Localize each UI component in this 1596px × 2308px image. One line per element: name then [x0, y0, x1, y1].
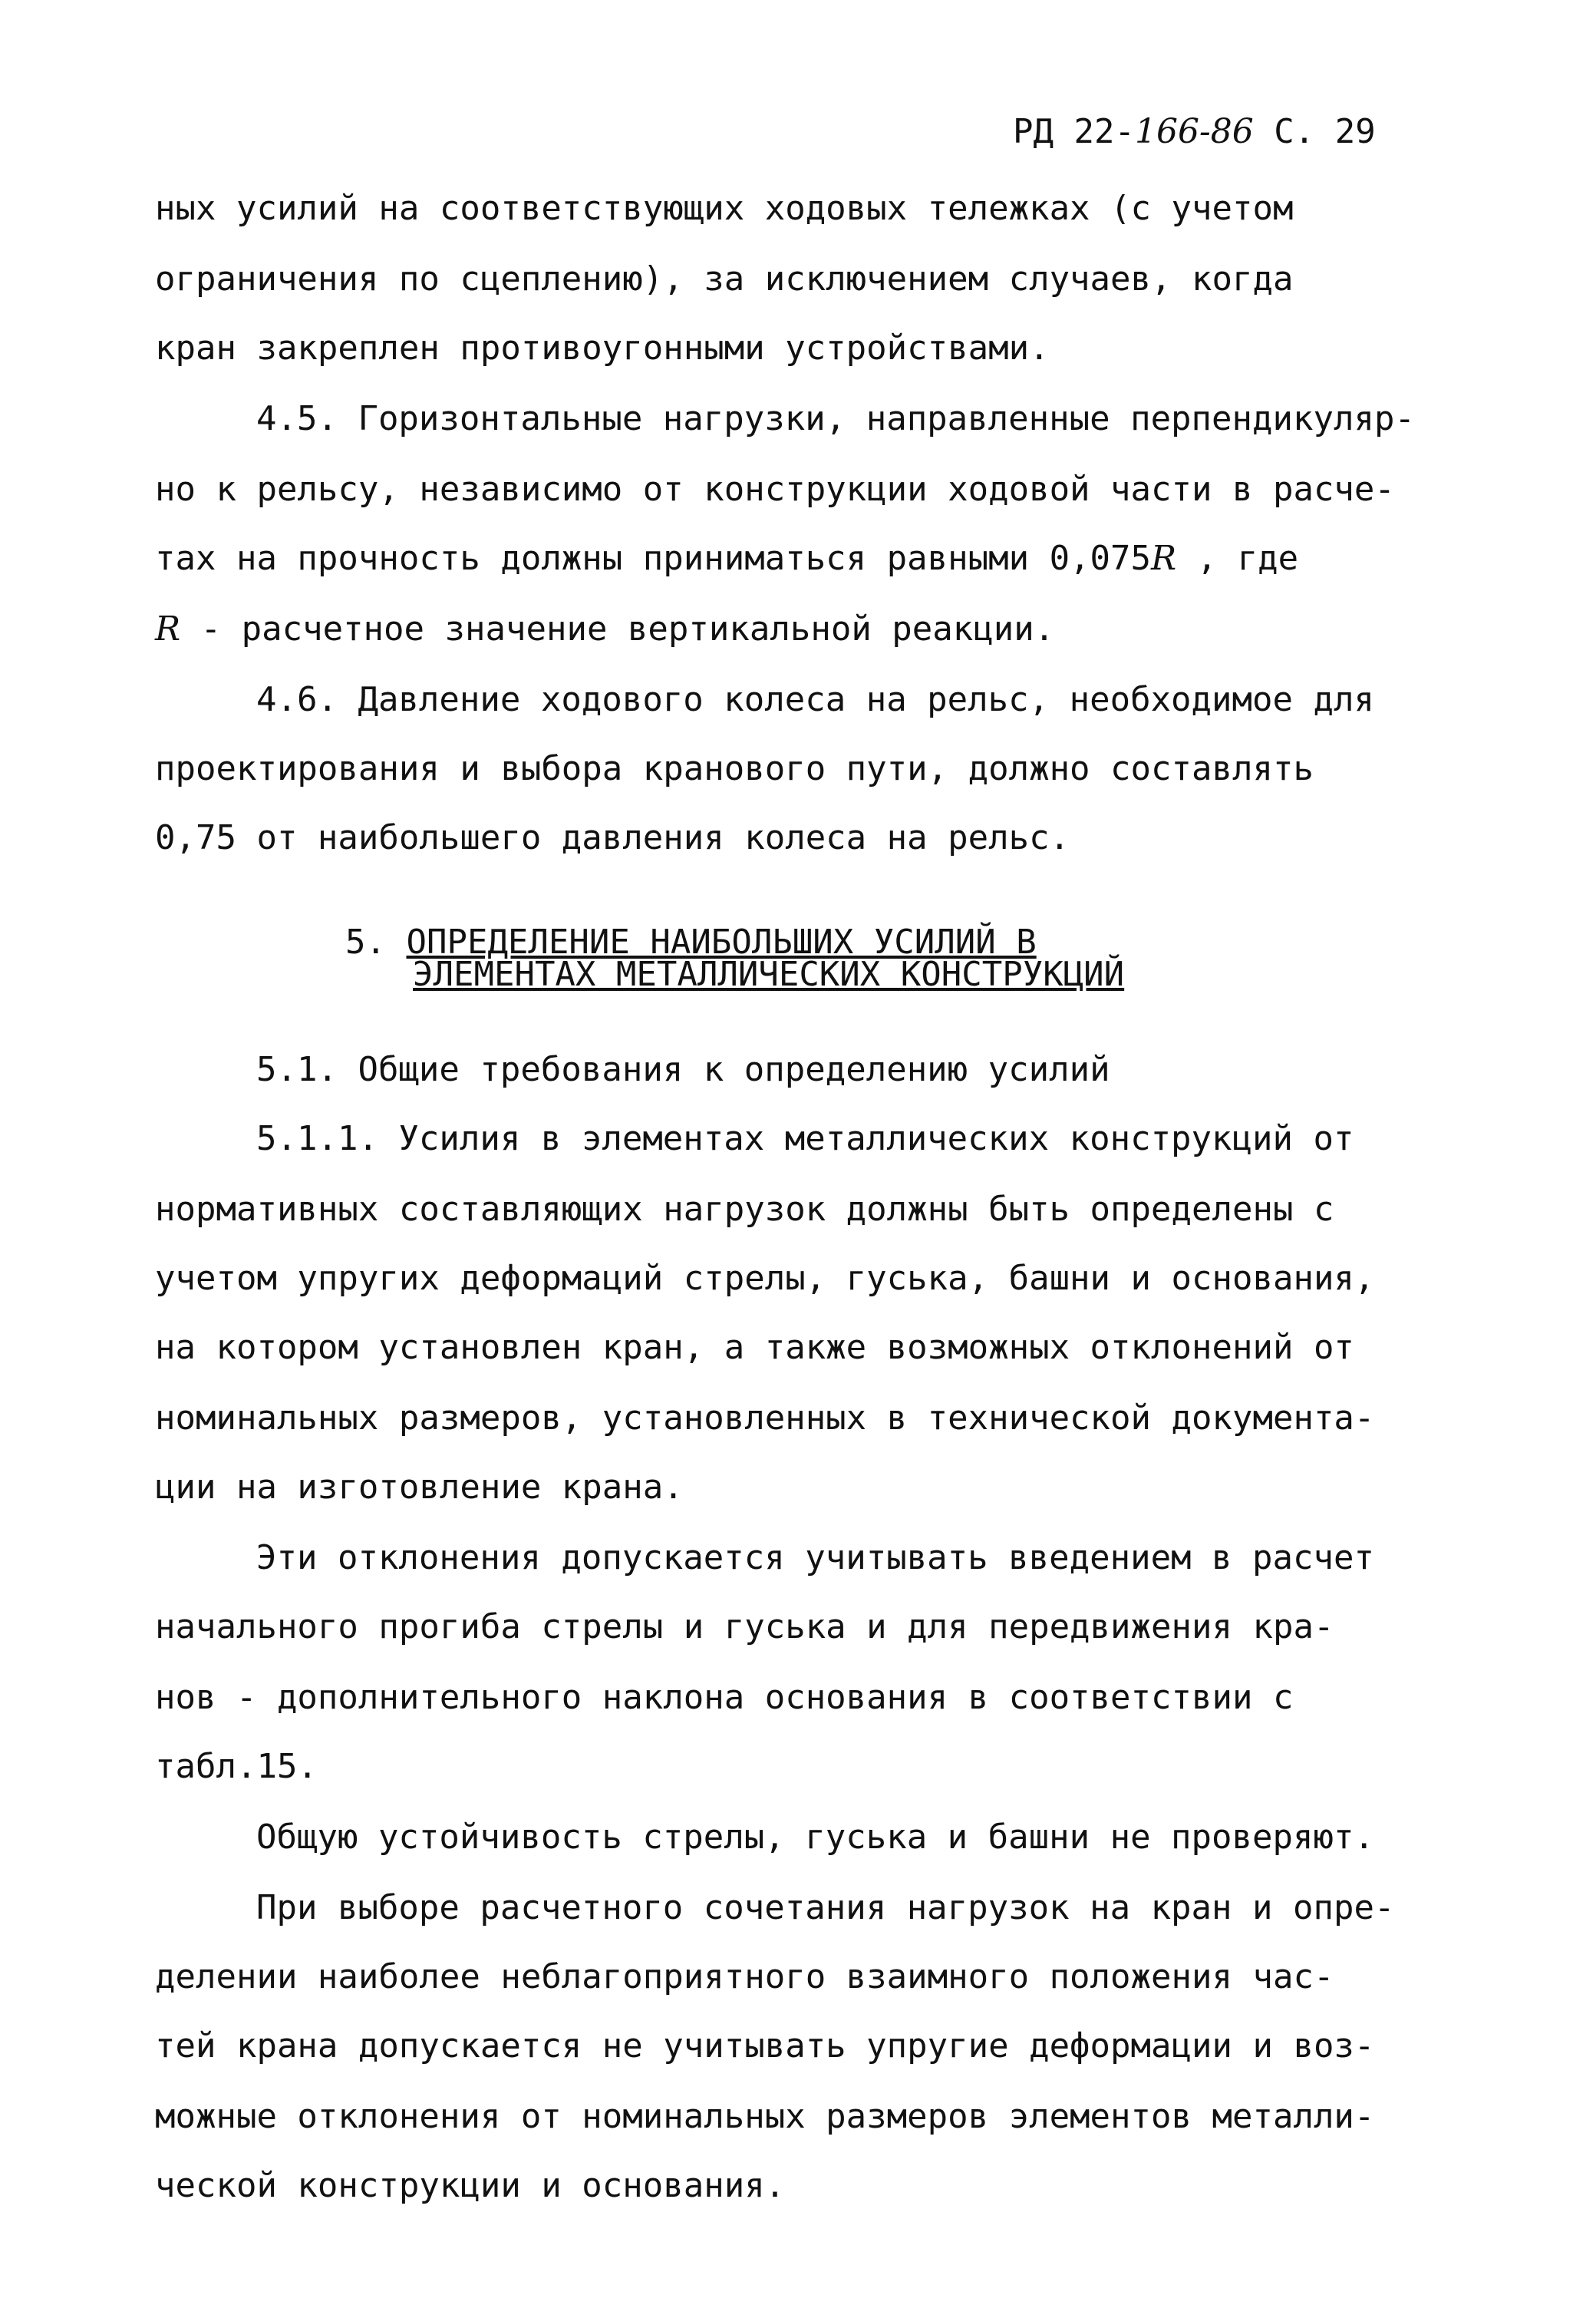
text-line: тах на прочность должны приниматься равными 0,075R , где	[155, 539, 1299, 578]
text-line: табл.15.	[155, 1747, 318, 1786]
section-title-line2: ЭЛЕМЕНТАХ МЕТАЛЛИЧЕСКИХ КОНСТРУКЦИЙ	[413, 955, 1125, 994]
doc-code: РД 22-	[1013, 112, 1135, 151]
text-line: на котором установлен кран, а также возможных отклонений от	[155, 1328, 1354, 1367]
subsection-heading: 5.1. Общие требования к определению усилий	[256, 1050, 1110, 1089]
paragraph-5-1-1: 5.1.1. Усилия в элементах металлических конструкций от	[256, 1119, 1354, 1158]
text-line: ции на изготовление крана.	[155, 1468, 684, 1507]
text-line: 0,75 от наибольшего давления колеса на рельс.	[155, 818, 1070, 857]
text-line: нов - дополнительного наклона основания в соответствии с	[155, 1678, 1294, 1717]
text-line: R - расчетное значение вертикальной реакции.	[155, 609, 1055, 649]
page-number: С. 29	[1274, 112, 1376, 151]
formula-r: R	[1151, 539, 1177, 578]
text-line: проектирования и выбора кранового пути, должно составлять	[155, 749, 1314, 788]
text-line: тей крана допускается не учитывать упругие деформации и воз-	[155, 2026, 1375, 2065]
text-line: кран закреплен противоугонными устройствами.	[155, 329, 1050, 368]
text-line: ных усилий на соответствующих ходовых тележках (с учетом	[155, 189, 1294, 228]
formula-r: R	[155, 609, 181, 649]
section-title: ОПРЕДЕЛЕНИЕ НАИБОЛЬШИХ УСИЛИЙ В	[406, 923, 1037, 962]
text-line: ческой конструкции и основания.	[155, 2166, 786, 2205]
text-line: начального прогиба стрелы и гуська и для передвижения кра-	[155, 1607, 1334, 1646]
text-line: ограничения по сцеплению), за исключением случаев, когда	[155, 259, 1294, 299]
paragraph: Эти отклонения допускается учитывать введением в расчет	[256, 1538, 1374, 1577]
paragraph: При выборе расчетного сочетания нагрузок на кран и опре-	[256, 1888, 1395, 1927]
paragraph: Общую устойчивость стрелы, гуська и башни не проверяют.	[256, 1818, 1374, 1857]
text-line: нормативных составляющих нагрузок должны быть определены с	[155, 1190, 1334, 1229]
text-line: учетом упругих деформаций стрелы, гуська, башни и основания,	[155, 1259, 1375, 1298]
section-number: 5.	[345, 923, 407, 962]
text-line: делении наиболее неблагоприятного взаимного положения час-	[155, 1957, 1334, 1996]
text-line: можные отклонения от номинальных размеров элементов металли-	[155, 2097, 1375, 2136]
text-line: но к рельсу, независимо от конструкции ходовой части в расче-	[155, 470, 1395, 509]
paragraph-4-5: 4.5. Горизонтальные нагрузки, направленные перпендикуляр-	[256, 399, 1415, 438]
text-line: номинальных размеров, установленных в технической документа-	[155, 1398, 1375, 1438]
page-header	[1013, 109, 1443, 155]
doc-number-handwritten: 166-86	[1134, 112, 1254, 151]
paragraph-4-6: 4.6. Давление ходового колеса на рельс, необходимое для	[256, 680, 1374, 719]
